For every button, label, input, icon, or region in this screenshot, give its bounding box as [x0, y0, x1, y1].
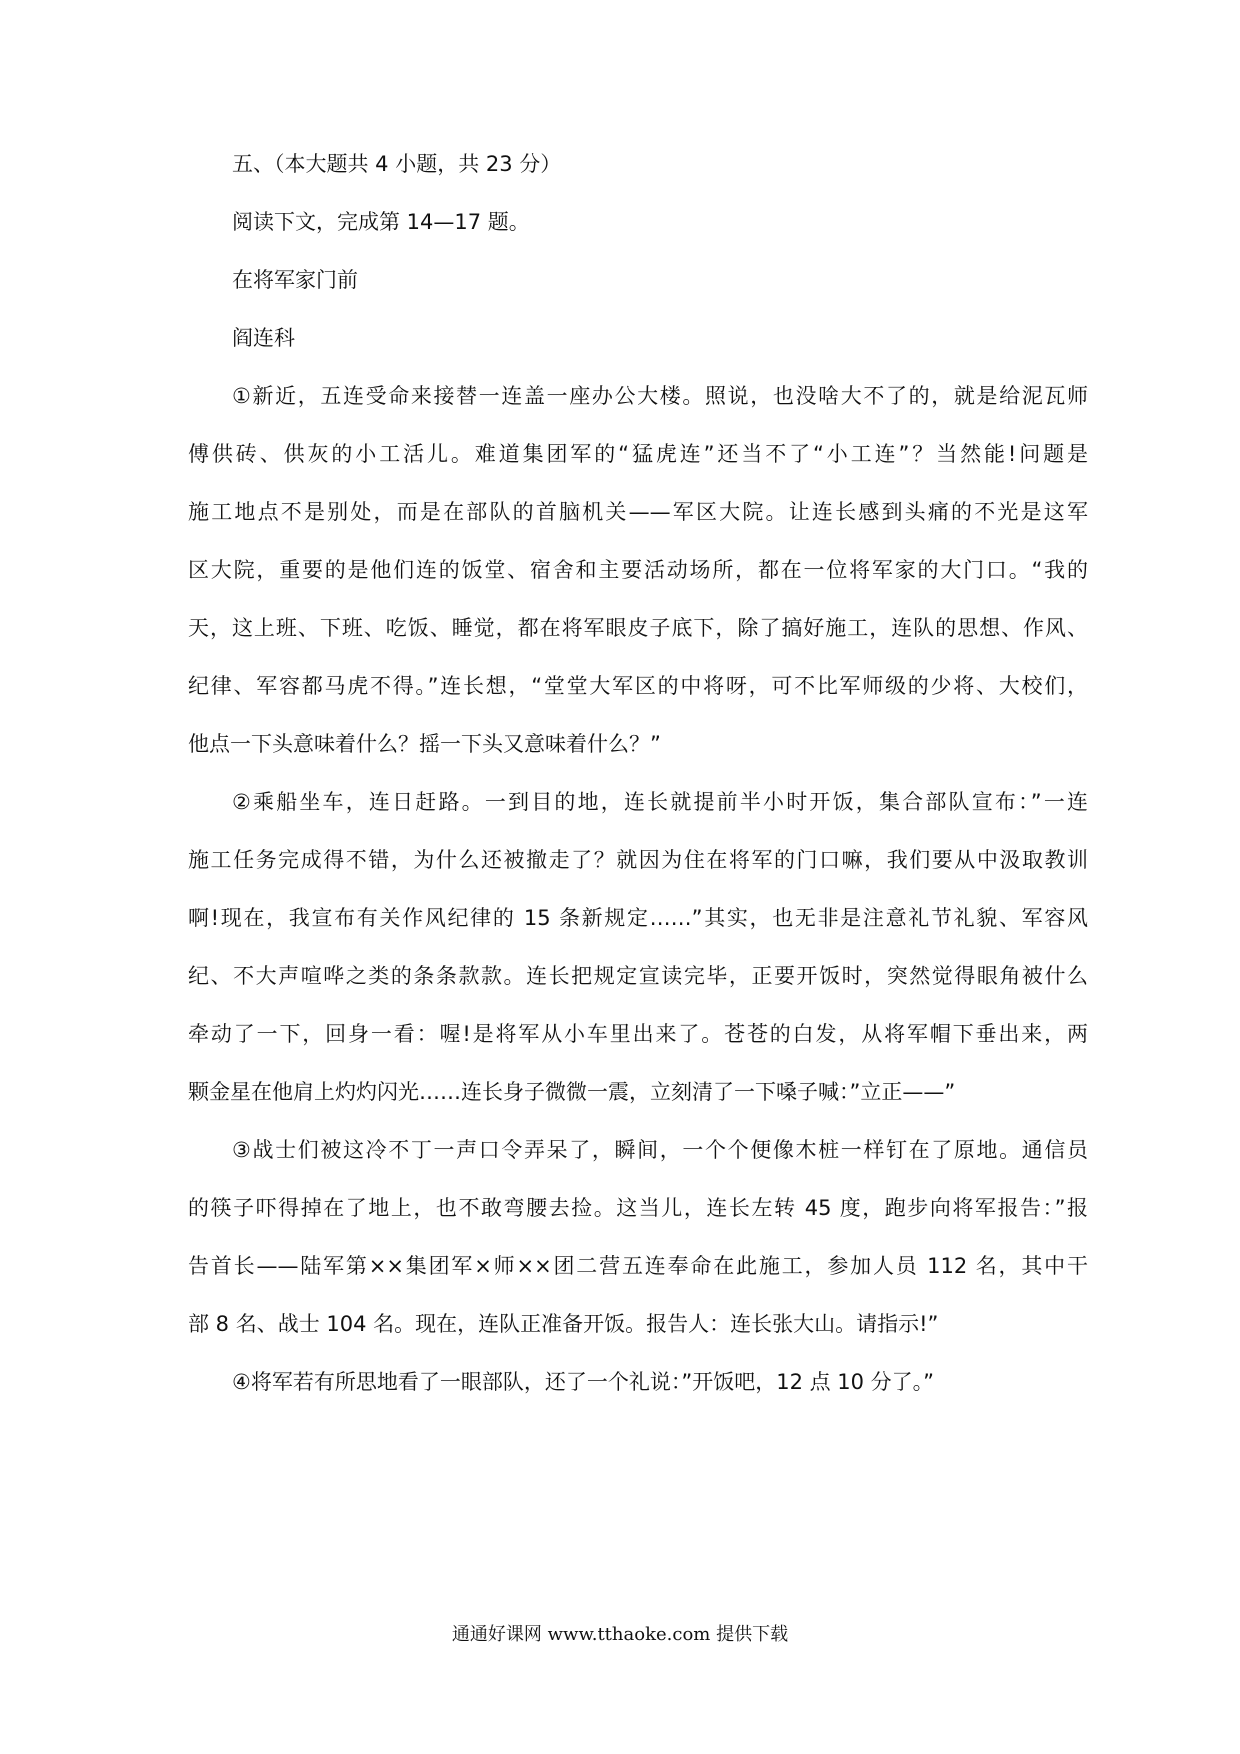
page-footer: 通通好课网 www.tthaoke.com 提供下载 [451, 1624, 789, 1645]
paragraph-line: 施工地点不是别处，而是在部队的首脑机关——军区大院。让连长感到头痛的不光是这军 [188, 500, 1088, 524]
paragraph-line: 纪、不大声喧哗之类的条条款款。连长把规定宣读完毕，正要开饭时，突然觉得眼角被什么 [188, 964, 1088, 988]
paragraph-line: 纪律、军容都马虎不得。”连长想，“堂堂大军区的中将呀，可不比军师级的少将、大校们， [188, 674, 1088, 698]
paragraph-line: ①新近，五连受命来接替一连盖一座办公大楼。照说，也没啥大不了的，就是给泥瓦师 [232, 384, 1088, 408]
instruction: 阅读下文，完成第 14—17 题。 [232, 210, 530, 234]
paragraph-line: 的筷子吓得掉在了地上，也不敢弯腰去捡。这当儿，连长左转 45 度，跑步向将军报告：”报 [188, 1196, 1088, 1220]
paragraph-line: ②乘船坐车，连日赶路。一到目的地，连长就提前半小时开饭，集合部队宣布：”一连 [232, 790, 1088, 814]
paragraph-line: 傅供砖、供灰的小工活儿。难道集团军的“猛虎连”还当不了“小工连”？当然能!问题是 [188, 442, 1088, 466]
paragraph-line: ④将军若有所思地看了一眼部队，还了一个礼说：”开饭吧，12 点 10 分了。” [232, 1370, 935, 1394]
paragraph-line: 牵动了一下，回身一看：喔!是将军从小车里出来了。苍苍的白发，从将军帽下垂出来，两 [188, 1022, 1088, 1046]
paragraph-line: 施工任务完成得不错，为什么还被撤走了？就因为住在将军的门口嘛，我们要从中汲取教训 [188, 848, 1088, 872]
paragraph-line: 天，这上班、下班、吃饭、睡觉，都在将军眼皮子底下，除了搞好施工，连队的思想、作风、 [188, 616, 1088, 640]
section-heading: 五、（本大题共 4 小题，共 23 分） [232, 152, 562, 176]
paragraph-line: 区大院，重要的是他们连的饭堂、宿舍和主要活动场所，都在一位将军家的大门口。“我的 [188, 558, 1088, 582]
article-title: 在将军家门前 [232, 268, 358, 292]
paragraph-line: 告首长——陆军第××集团军×师××团二营五连奉命在此施工，参加人员 112 名，其中干 [188, 1254, 1088, 1278]
paragraph-line: 他点一下头意味着什么？摇一下头又意味着什么？” [188, 732, 661, 756]
paragraph-line: 部 8 名、战士 104 名。现在，连队正准备开饭。报告人：连长张大山。请指示!” [188, 1312, 939, 1336]
paragraph-line: 啊!现在，我宣布有关作风纪律的 15 条新规定……”其实，也无非是注意礼节礼貌、军容风 [188, 906, 1088, 930]
paragraph-line: ③战士们被这冷不丁一声口令弄呆了，瞬间，一个个便像木桩一样钉在了原地。通信员 [232, 1138, 1088, 1162]
paragraph-line: 颗金星在他肩上灼灼闪光……连长身子微微一震，立刻清了一下嗓子喊：”立正——” [188, 1080, 956, 1104]
article-author: 阎连科 [232, 326, 295, 350]
